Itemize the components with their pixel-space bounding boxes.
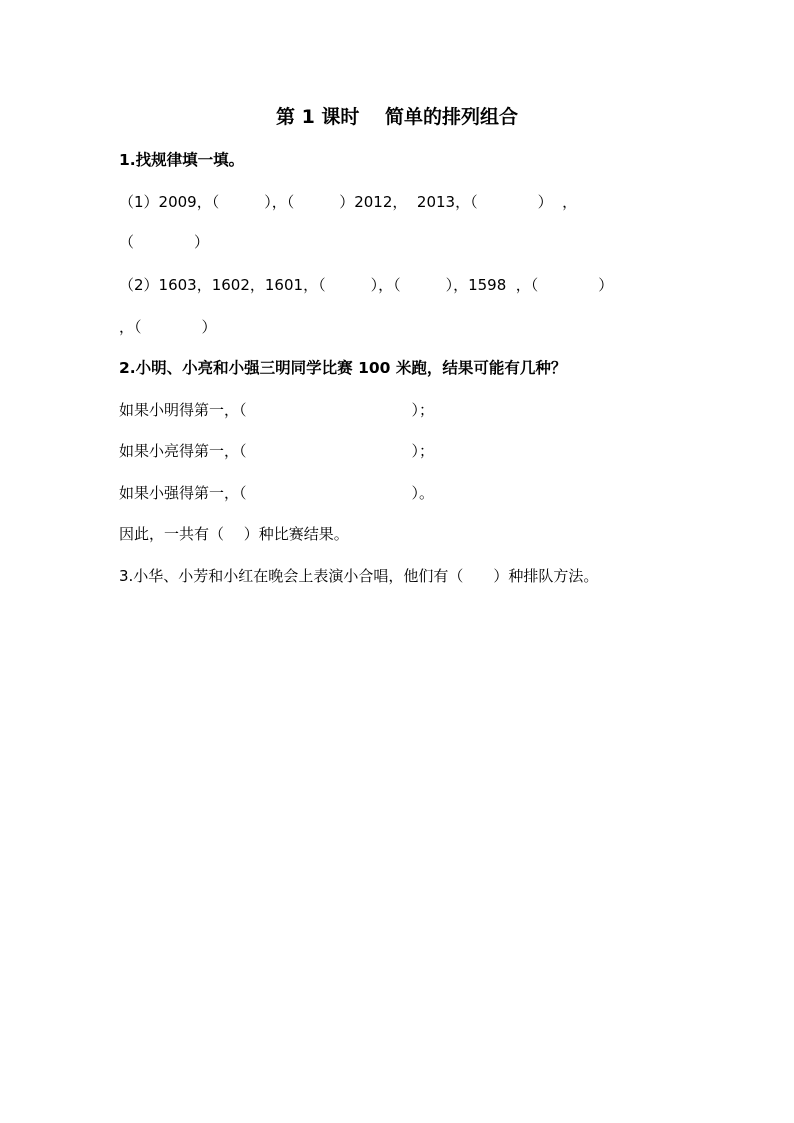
page-title: 第 1 课时 简单的排列组合: [275, 106, 519, 128]
question-1-heading: 1.找规律填一填。: [119, 151, 245, 169]
question-2-case-xiaoliang: 如果小亮得第一，（ ）；: [119, 442, 435, 460]
question-2-heading: 2.小明、小亮和小强三明同学比赛 100 米跑，结果可能有几种？: [119, 359, 567, 377]
question-1-sequence-2-line-1: （2）1603，1602，1601，（ ），（ ），1598 ，（ ）: [119, 276, 614, 294]
question-3-text: 3.小华、小芳和小红在晚会上表演小合唱，他们有（ ）种排队方法。: [119, 567, 599, 585]
question-1-sequence-2-line-2: ，（ ）: [119, 318, 217, 336]
question-1-sequence-1-line-1: （1）2009，（ ），（ ）2012， 2013，（ ） ，: [119, 193, 578, 211]
question-2-summary: 因此，一共有（ ）种比赛结果。: [119, 525, 349, 543]
question-2-case-xiaoming: 如果小明得第一，（ ）；: [119, 401, 435, 419]
question-1-sequence-1-line-2: （ ）: [119, 233, 210, 251]
question-2-case-xiaoqiang: 如果小强得第一，（ ）。: [119, 484, 435, 502]
